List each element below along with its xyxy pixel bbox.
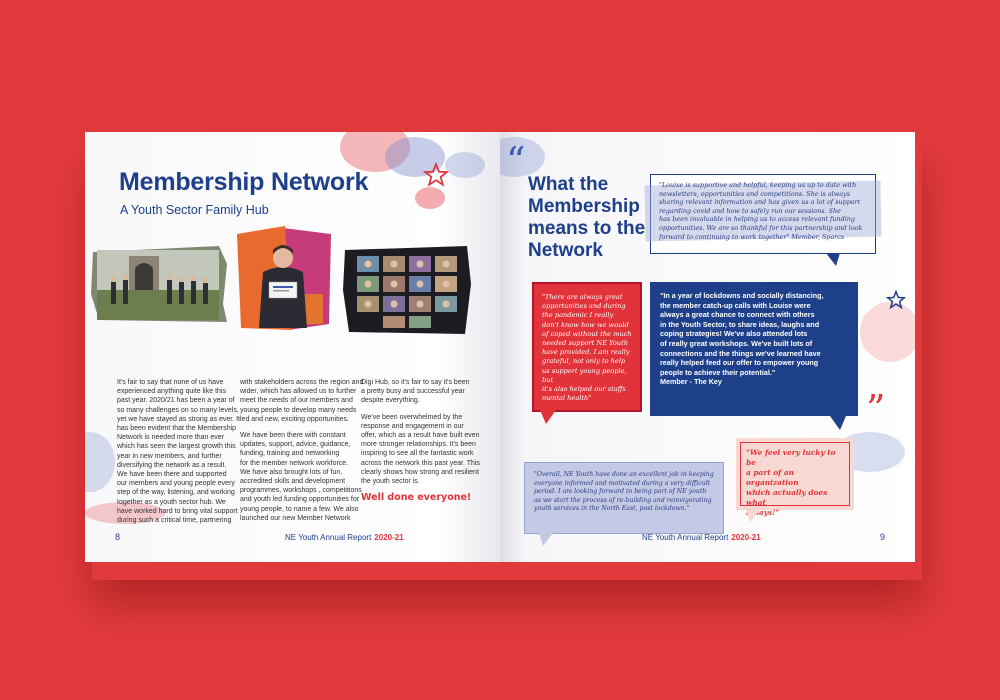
bubble-tail	[539, 533, 553, 546]
bubble-tail	[746, 510, 760, 522]
bubble-tail	[830, 416, 846, 430]
quote-mark-icon: ”	[866, 387, 886, 431]
quote-text: "Louise is supportive and helpful, keeping us up to date with newsletters, opportunities and competitions. She is always sharing relevant information and has given us a lot of support regarding covid and how to safely run our sessions. She has been invaluable in helping us to access relevant funding opportunities. We are so thankful for this partnership and look forward to continuing to work together" Member, Sparcs	[659, 181, 863, 241]
bubble-tail	[826, 253, 840, 266]
footer-year: 2020-21	[731, 533, 761, 542]
footer-text: NE Youth Annual Report	[285, 533, 372, 542]
quote-text: "In a year of lockdowns and socially distancing, the member catch-up calls with Louise were always a great chance to connect with others in the Youth Sector, to share ideas, laughs and coping strategies! We've also attended lots of really great workshops. We've built lots of connections and the things we've learned have really helped feed our offer to empower young people to achieve their potential." Member - The Key	[660, 291, 824, 387]
quote-mark-icon: “	[506, 139, 526, 183]
quote-text: "We feel very lucky to be a part of an organization which actually does what it says!"	[746, 448, 836, 517]
paint-splash	[85, 432, 115, 492]
body-paragraph: Digi Hub, so it's fair to say it's been a pretty busy and successful year despite everything.	[361, 379, 470, 405]
body-paragraph: We've been overwhelmed by the response and engagement in our offer, which as a result have built even more stronger relationships. It's been inspiring to see all the fantastic work across the network this past year. This clearly shows how strong and resilient the youth sector is.	[361, 413, 480, 486]
text-column-2	[240, 378, 364, 530]
right-page	[500, 132, 915, 562]
right-title-text: What the Membership means to the Network	[528, 174, 646, 261]
star-icon	[423, 162, 449, 188]
certificate-photo-icon	[233, 224, 333, 334]
page-number: 9	[879, 532, 885, 542]
quote-text: "Overall, NE Youth have done an excellent job in keeping everyone informed and motivated during a very difficult period. I am looking forward to being part of NE youth as we start the process of re-building and reinvigorating youth services in the North East, post lockdown."	[534, 471, 714, 513]
body-paragraph: with stakeholders across the region and wider, which has allowed us to further meet the needs of our members and young people to develop many needs led and new, exciting opportunities.	[240, 379, 364, 423]
bubble-tail	[540, 410, 556, 424]
left-page	[85, 132, 500, 562]
video-call-photo-icon	[343, 244, 471, 336]
closing-line: Well done everyone!	[361, 492, 472, 504]
paint-splash	[415, 187, 445, 209]
footer-text: NE Youth Annual Report	[642, 533, 729, 542]
text-column-3	[361, 378, 485, 502]
page-footer	[285, 533, 404, 542]
body-paragraph: We have been there with constant updates, support, advice, guidance, funding, training and networking for the member network workforce. We have also brought lots of fun, accredited skills and development programmes, workshops , competitions and youth led funding opportunities for young people, to name a few. We also launched our new Member Network	[240, 432, 362, 522]
quote-bubble-lavender	[524, 462, 724, 534]
star-icon	[886, 290, 906, 310]
footer-year: 2020-21	[374, 533, 404, 542]
body-paragraph: It's fair to say that none of us have experienced anything quite like this past year. 2020/21 has been a year of so many challenges on so many levels, yet we have stayed as strong as ever. It has been evident that the Membership Network is needed more than ever which has seen the largest growth this year in new members, and further diversifying the network as a result. We have been there and supported our members and young people every step of the way, listening, and working together as a youth sector hub. We have worked hard to bring vital support during such a critical time, partnering	[117, 379, 240, 525]
group-outdoor-photo-icon	[89, 244, 229, 324]
magazine-spread	[85, 132, 915, 562]
quote-bubble-red	[532, 282, 642, 412]
page-title: Membership Network	[119, 168, 369, 196]
page-number: 8	[115, 532, 121, 542]
quote-bubble-the-key	[650, 282, 858, 416]
quote-text: "There are always great opportunities and during the pandemic I really don't know how we would of coped without the much needed support NE Youth have provided. I am really grateful, not only to help us support young people, but it's also helped our staffs mental health"	[542, 293, 632, 403]
text-column-1	[117, 378, 241, 532]
paint-splash	[860, 302, 915, 362]
quote-bubble-sparcs	[650, 174, 876, 254]
paint-splash	[445, 152, 485, 178]
quote-bubble-pink	[736, 438, 854, 517]
page-footer	[642, 533, 761, 542]
page-subtitle: A Youth Sector Family Hub	[120, 203, 269, 217]
